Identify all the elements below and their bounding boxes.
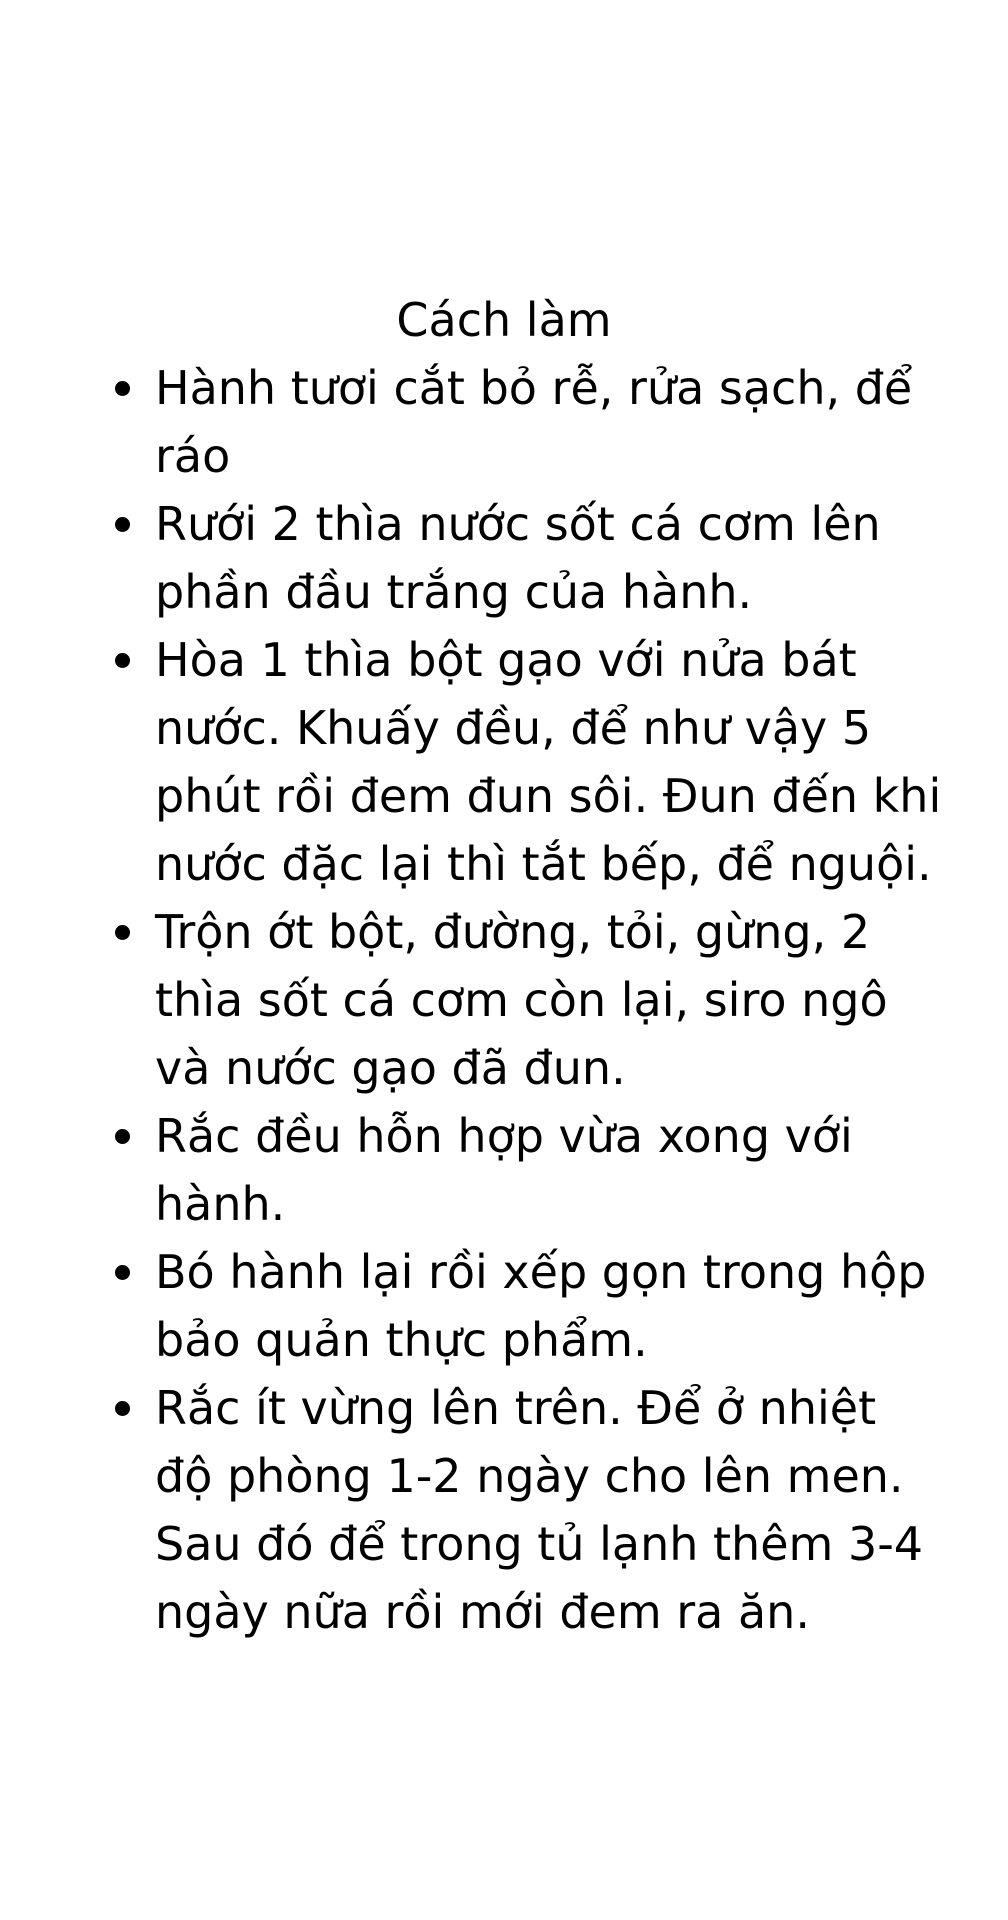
bullet-icon bbox=[115, 925, 130, 940]
list-item bbox=[0, 354, 945, 490]
list-item bbox=[0, 1238, 945, 1374]
step-text: Hòa 1 thìa bột gạo với nửa bát nước. Khuấy đều, để như vậy 5 phút rồi đem đun sôi. Đun đến khi nước đặc lại thì tắt bếp, để nguội. bbox=[155, 633, 942, 891]
list-item bbox=[0, 1374, 945, 1646]
bullet-icon bbox=[115, 1401, 130, 1416]
bullet-icon bbox=[115, 653, 130, 668]
recipe-content bbox=[0, 286, 1008, 1646]
step-text: Rắc ít vừng lên trên. Để ở nhiệt độ phòng 1-2 ngày cho lên men. Sau đó để trong tủ lạnh thêm 3-4 ngày nữa rồi mới đem ra ăn. bbox=[155, 1381, 924, 1639]
bullet-icon bbox=[115, 1265, 130, 1280]
step-text: Bó hành lại rồi xếp gọn trong hộp bảo quản thực phẩm. bbox=[155, 1245, 927, 1367]
bullet-icon bbox=[115, 1129, 130, 1144]
list-item bbox=[0, 626, 945, 898]
list-item bbox=[0, 490, 945, 626]
steps-list bbox=[0, 354, 1008, 1646]
bullet-icon bbox=[115, 381, 130, 396]
step-text: Rắc đều hỗn hợp vừa xong với hành. bbox=[155, 1109, 853, 1231]
list-item bbox=[0, 1102, 945, 1238]
step-text: Hành tươi cắt bỏ rễ, rửa sạch, để ráo bbox=[155, 361, 913, 483]
recipe-title: Cách làm bbox=[396, 293, 612, 347]
step-text: Trộn ớt bột, đường, tỏi, gừng, 2 thìa sốt cá cơm còn lại, siro ngô và nước gạo đã đun. bbox=[155, 905, 888, 1095]
step-text: Rưới 2 thìa nước sốt cá cơm lên phần đầu trắng của hành. bbox=[155, 497, 881, 619]
list-item bbox=[0, 898, 945, 1102]
bullet-icon bbox=[115, 517, 130, 532]
